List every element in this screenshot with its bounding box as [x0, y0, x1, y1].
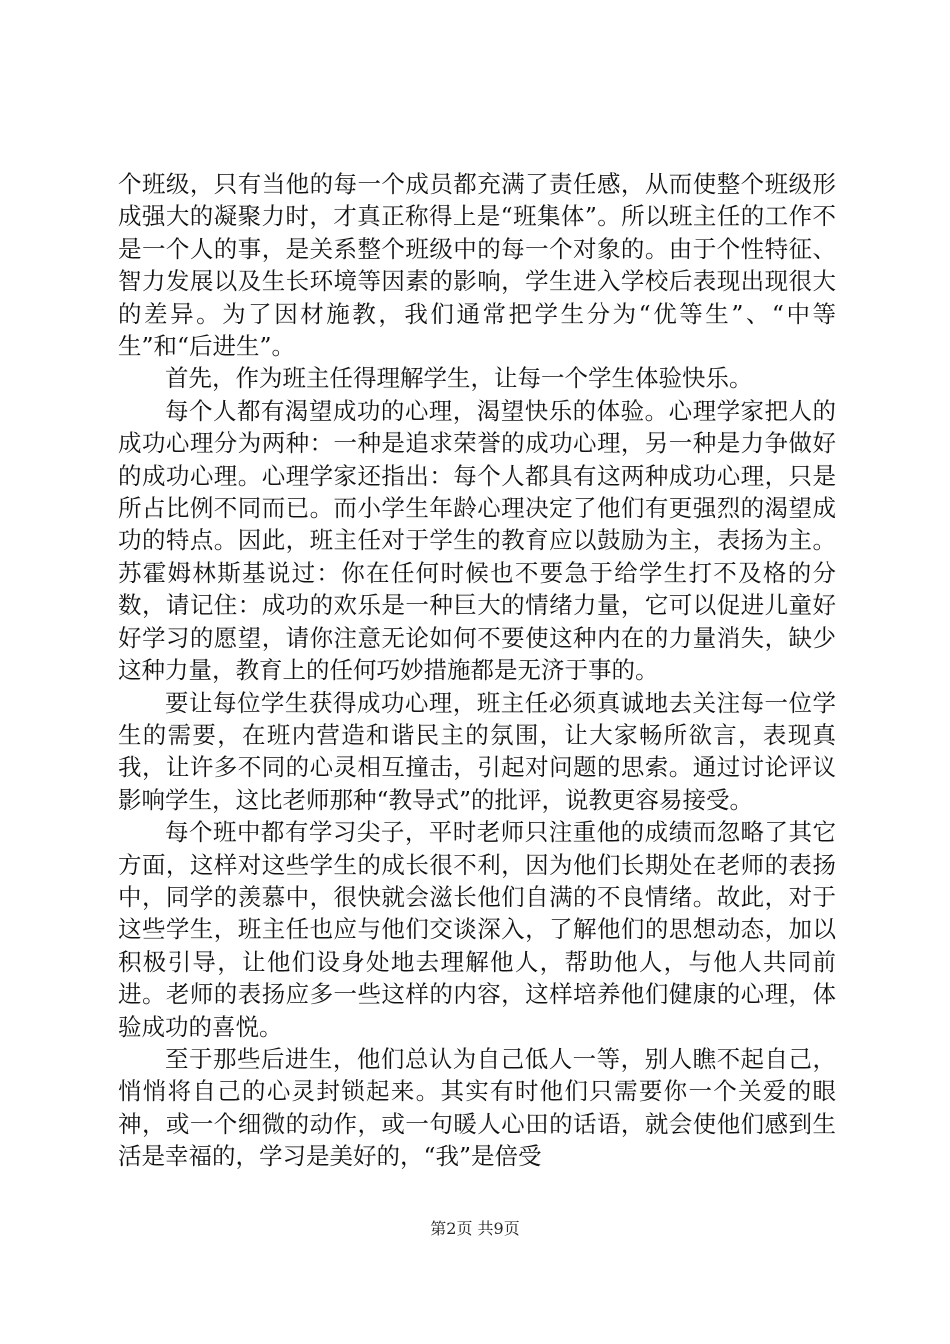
paragraph-democratic-atmosphere: 要让每位学生获得成功心理，班主任必须真诚地去关注每一位学生的需要，在班内营造和谐民主的氛围，让大家畅所欲言，表现真我，让许多不同的心灵相互撞击，引起对问题的思索。通过讨论评议影响学生，这比老师那种“教导式”的批评，说教更容易接受。: [118, 688, 836, 814]
paragraph-success-psychology: 每个人都有渴望成功的心理，渴望快乐的体验。心理学家把人的成功心理分为两种：一种是追求荣誉的成功心理，另一种是力争做好的成功心理。心理学家还指出：每个人都具有这两种成功心理，只是所占比例不同而已。而小学生年龄心理决定了他们有更强烈的渴望成功的特点。因此，班主任对于学生的教育应以鼓励为主，表扬为主。苏霍姆林斯基说过：你在任何时候也不要急于给学生打不及格的分数，请记住：成功的欢乐是一种巨大的情绪力量，它可以促进儿童好好学习的愿望，请你注意无论如何不要使这种内在的力量消失，缺少这种力量，教育上的任何巧妙措施都是无济于事的。: [118, 396, 836, 685]
page-number-footer: 第2页 共9页: [430, 1219, 520, 1238]
document-body: [118, 168, 836, 1173]
paragraph-heading-understand-students: 首先，作为班主任得理解学生，让每一个学生体验快乐。: [165, 364, 753, 393]
paragraph-continued: 个班级，只有当他的每一个成员都充满了责任感，从而使整个班级形成强大的凝聚力时，才真正称得上是“班集体”。所以班主任的工作不是一个人的事，是关系整个班级中的每一个对象的。由于个性特征、智力发展以及生长环境等因素的影响，学生进入学校后表现出现很大的差异。为了因材施教，我们通常把学生分为“优等生”、“中等生”和“后进生”。: [118, 170, 836, 361]
paragraph-top-students: 每个班中都有学习尖子，平时老师只注重他的成绩而忽略了其它方面，这样对这些学生的成长很不利，因为他们长期处在老师的表扬中，同学的羡慕中，很快就会滋长他们自满的不良情绪。故此，对于这些学生，班主任也应与他们交谈深入，了解他们的思想动态，加以积极引导，让他们设身处地去理解他人，帮助他人，与他人共同前进。老师的表扬应多一些这样的内容，这样培养他们健康的心理，体验成功的喜悦。: [118, 818, 836, 1041]
paragraph-struggling-students: 至于那些后进生，他们总认为自己低人一等，别人瞧不起自己，悄悄将自己的心灵封锁起来。其实有时他们只需要你一个关爱的眼神，或一个细微的动作，或一句暖人心田的话语，就会使他们感到生活是幸福的，学习是美好的，“我”是倍受: [118, 1044, 836, 1171]
